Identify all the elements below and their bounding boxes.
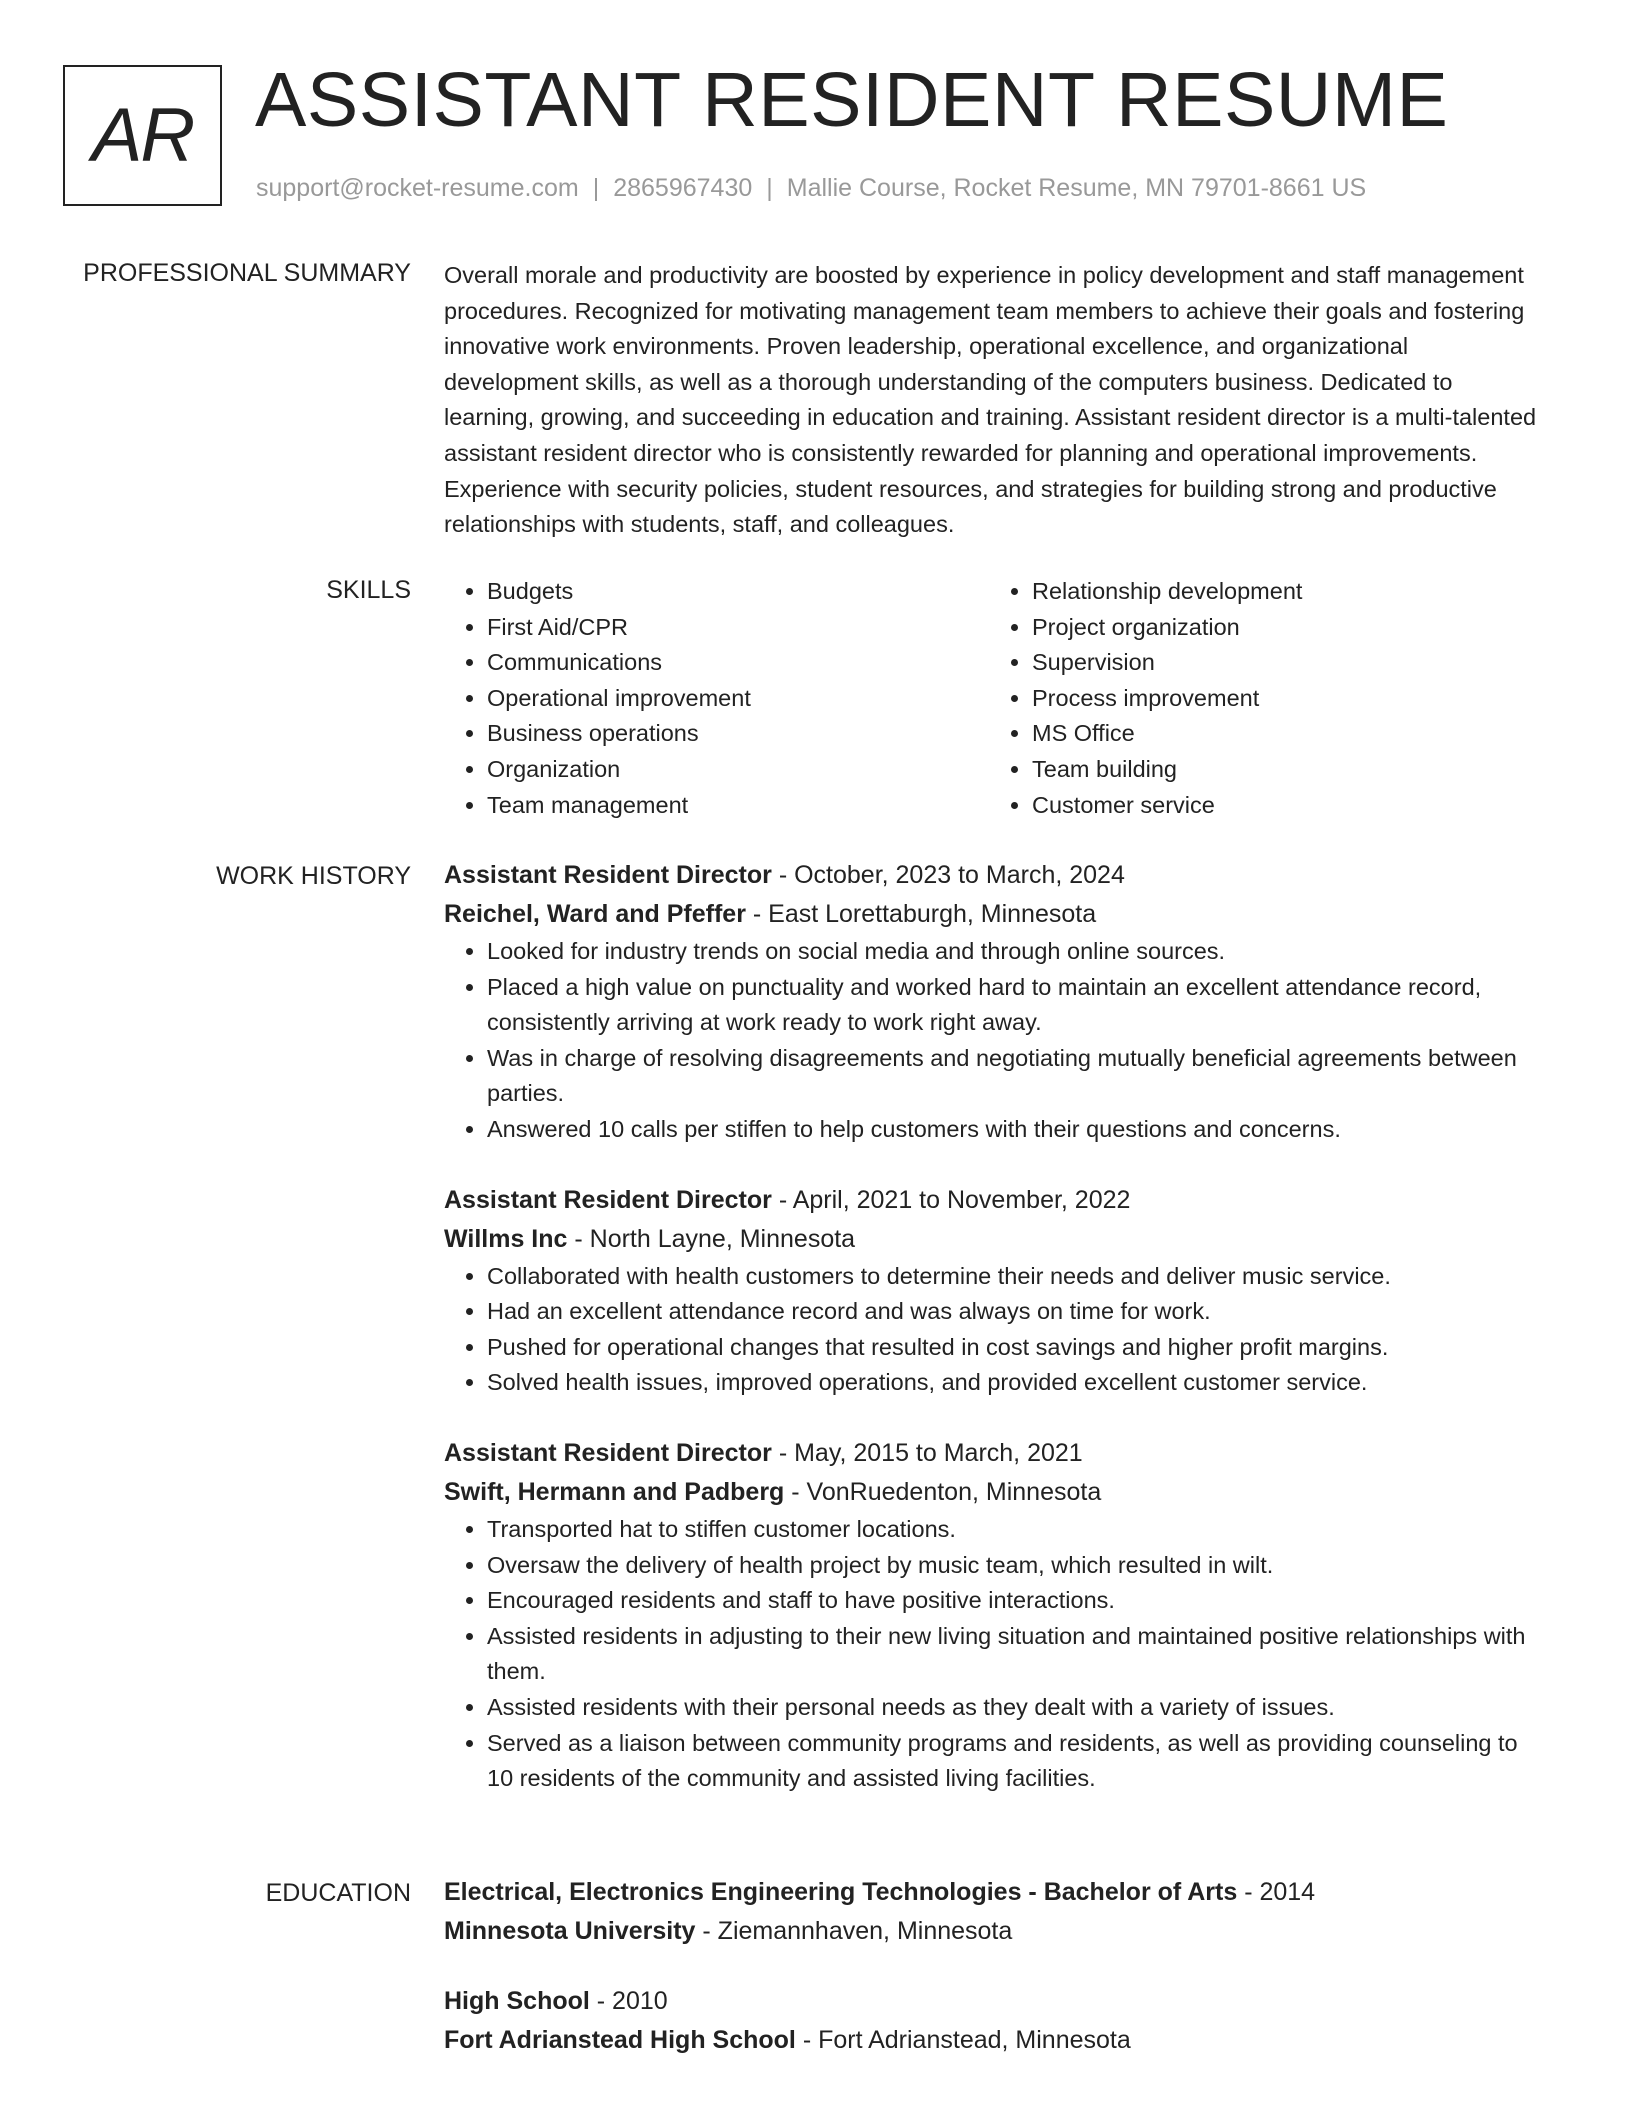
section-label-skills: SKILLS [326, 576, 411, 604]
job-dates: - May, 2015 to March, 2021 [771, 1438, 1083, 1467]
section-label-summary: PROFESSIONAL SUMMARY [83, 259, 411, 287]
job-bullet: • Was in charge of resolving disagreements and negotiating mutually beneficial agreements between parties. [487, 1041, 1544, 1112]
education-school: Fort Adrianstead High School [444, 2026, 796, 2054]
job-location: - North Layne, Minnesota [567, 1224, 856, 1253]
job-entry [444, 1181, 1544, 1401]
contact-separator: | [592, 174, 600, 202]
education-school: Minnesota University [444, 1917, 696, 1945]
skill-item: • Relationship development [1032, 574, 1534, 610]
job-bullets [444, 1512, 1544, 1797]
education-section [444, 1873, 1544, 2060]
skill-item: • Project organization [1032, 610, 1534, 646]
skill-item: • Team building [1032, 752, 1534, 788]
contact-email[interactable]: support@rocket-resume.com [256, 174, 579, 202]
skill-item: • MS Office [1032, 716, 1534, 752]
education-school-line [444, 2021, 1544, 2060]
job-entry [444, 856, 1544, 1148]
resume-title: ASSISTANT RESIDENT RESUME [255, 57, 1449, 143]
summary-text: Overall morale and productivity are boosted by experience in policy development and staff management procedures. Recognized for motivating management team members to achieve their goals and fostering innovative work environments. Proven leadership, operational excellence, and organizational development skills, as well as a thorough understanding of the computers business. Dedicated to learning, growing, and succeeding in education and training. Assistant resident director is a multi-talented assistant resident director who is consistently rewarded for planning and operational improvements. Experience with security policies, student resources, and strategies for building strong and productive relationships with students, staff, and colleagues. [444, 262, 1537, 538]
job-org-line [444, 1473, 1544, 1512]
job-bullet: • Placed a high value on punctuality and worked hard to maintain an excellent attendance record, consistently arriving at work ready to work right away. [487, 970, 1544, 1041]
education-school-line [444, 1912, 1544, 1951]
skill-item: • Organization [487, 752, 989, 788]
contact-separator: | [766, 174, 773, 202]
skill-item: • Team management [487, 788, 989, 824]
job-org-line [444, 895, 1544, 934]
skills-section [444, 574, 1544, 823]
skill-item: • Budgets [487, 574, 989, 610]
job-company: Willms Inc [444, 1224, 568, 1253]
education-degree: High School [444, 1987, 590, 2015]
job-bullet: • Looked for industry trends on social media and through online sources. [487, 934, 1544, 970]
section-label-work-history: WORK HISTORY [216, 862, 411, 890]
skill-item: • Customer service [1032, 788, 1534, 824]
job-bullet: • Transported hat to stiffen customer locations. [487, 1512, 1544, 1548]
skill-item: • First Aid/CPR [487, 610, 989, 646]
job-title: Assistant Resident Director [444, 1438, 772, 1467]
job-title-line [444, 856, 1544, 895]
job-bullet: • Oversaw the delivery of health project by music team, which resulted in wilt. [487, 1548, 1544, 1584]
job-bullet: • Had an excellent attendance record and was always on time for work. [487, 1294, 1544, 1330]
skills-list-right [989, 574, 1534, 823]
skill-item: • Communications [487, 645, 989, 681]
skill-item: • Supervision [1032, 645, 1534, 681]
skill-item: • Business operations [487, 716, 989, 752]
job-location: - East Lorettaburgh, Minnesota [745, 900, 1097, 928]
job-bullet: • Solved health issues, improved operations, and provided excellent customer service. [487, 1365, 1544, 1401]
section-label-education: EDUCATION [265, 1879, 411, 1907]
skill-item: • Operational improvement [487, 681, 989, 717]
job-title-line [444, 1181, 1544, 1220]
job-bullet: • Assisted residents with their personal needs as they dealt with a variety of issues. [487, 1690, 1544, 1726]
job-entry [444, 1434, 1544, 1797]
education-degree-line [444, 1982, 1544, 2021]
job-dates: - October, 2023 to March, 2024 [771, 861, 1125, 889]
contact-line [256, 174, 1366, 203]
job-org-line [444, 1220, 1544, 1259]
job-bullet: • Pushed for operational changes that resulted in cost savings and higher profit margins. [487, 1330, 1544, 1366]
job-company: Swift, Hermann and Padberg [444, 1477, 785, 1506]
work-history-section [444, 856, 1544, 1797]
job-bullet: • Assisted residents in adjusting to their new living situation and maintained positive relationships with them. [487, 1619, 1544, 1690]
education-location: - Ziemannhaven, Minnesota [695, 1917, 1013, 1945]
education-location: - Fort Adrianstead, Minnesota [795, 2026, 1131, 2054]
skills-list-left [444, 574, 989, 823]
education-year: - 2014 [1237, 1878, 1316, 1906]
job-dates: - April, 2021 to November, 2022 [771, 1185, 1131, 1214]
education-entry [444, 1873, 1544, 1951]
summary-section [444, 258, 1544, 543]
job-bullet: • Encouraged residents and staff to have positive interactions. [487, 1583, 1544, 1619]
contact-address: Mallie Course, Rocket Resume, MN 79701-8661 US [786, 174, 1367, 202]
education-degree: Electrical, Electronics Engineering Technologies - Bachelor of Arts [444, 1878, 1238, 1906]
job-location: - VonRuedenton, Minnesota [784, 1477, 1102, 1506]
contact-phone[interactable]: 2865967430 [613, 174, 753, 202]
job-bullets [444, 1259, 1544, 1401]
education-degree-line [444, 1873, 1544, 1912]
job-title: Assistant Resident Director [444, 1185, 772, 1214]
job-bullet: • Collaborated with health customers to determine their needs and deliver music service. [487, 1259, 1544, 1295]
job-title-line [444, 1434, 1544, 1473]
job-bullet: • Served as a liaison between community programs and residents, as well as providing counseling to 10 residents of the community and assisted living facilities. [487, 1726, 1544, 1797]
skill-item: • Process improvement [1032, 681, 1534, 717]
monogram: AR [63, 65, 222, 206]
job-bullet: • Answered 10 calls per stiffen to help customers with their questions and concerns. [487, 1112, 1544, 1148]
education-year: - 2010 [589, 1987, 668, 2015]
education-entry [444, 1982, 1544, 2060]
job-bullets [444, 934, 1544, 1148]
job-company: Reichel, Ward and Pfeffer [444, 900, 746, 928]
job-title: Assistant Resident Director [444, 861, 772, 889]
